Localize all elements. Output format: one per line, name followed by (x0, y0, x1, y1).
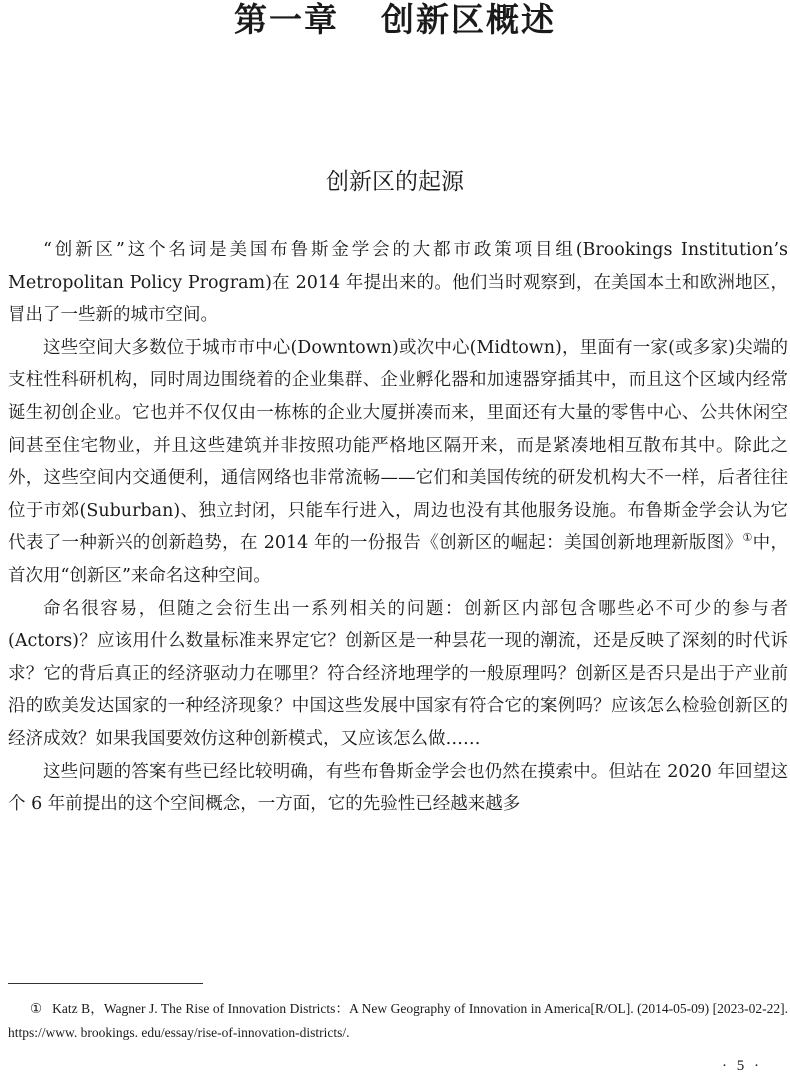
footnote (8, 997, 788, 1045)
paragraph-2-text-after-note: 中，首次用“创新区”来命名这种空间。 (8, 533, 789, 586)
chapter-title-text: 创新区概述 (381, 0, 556, 39)
chapter-number-label: 第一章 (234, 0, 339, 39)
footnote-mark: ① (30, 1001, 43, 1016)
chapter-title (0, 0, 790, 40)
footnote-text: Katz B，Wagner J. The Rise of Innovation Districts：A New Geography of Innovation in America[R/OL]. (2014-05-09) [2023-02-22]. https://www. brookings. edu/essay/rise-of-innovation-districts/. (8, 1001, 788, 1040)
paragraph-3: 命名很容易，但随之会衍生出一系列相关的问题：创新区内部包含哪些必不可少的参与者(Actors)？应该用什么数量标准来界定它？创新区是一种昙花一现的潮流，还是反映了深刻的时代诉求？它的背后真正的经济驱动力在哪里？符合经济地理学的一般原理吗？创新区是否只是出于产业前沿的欧美发达国家的一种经济现象？中国这些发展中国家有符合它的案例吗？应该怎么检验创新区的经济成效？如果我国要效仿这种创新模式，又应该怎么做…… (8, 598, 788, 749)
footnote-divider (8, 983, 203, 984)
page-number: · 5 · (722, 1058, 762, 1074)
body-text (8, 234, 788, 821)
paragraph-2 (8, 332, 788, 593)
paragraph-4: 这些问题的答案有些已经比较明确，有些布鲁斯金学会也仍然在摸索中。但站在 2020 年回望这个 6 年前提出的这个空间概念，一方面，它的先验性已经越来越多 (8, 761, 788, 815)
paragraph-2-text-before-note: 这些空间大多数位于城市市中心(Downtown)或次中心(Midtown)，里面有一家(或多家)尖端的支柱性科研机构，同时周边围绕着的企业集群、企业孵化器和加速器穿插其中，而且这个区域内经常诞生初创企业。它也并不仅仅由一栋栋的企业大厦拼凑而来，里面还有大量的零售中心、公共休闲空间甚至住宅物业，并且这些建筑并非按照功能严格地区隔开来，而是紧凑地相互散布其中。除此之外，这些空间内交通便利，通信网络也非常流畅——它们和美国传统的研发机构大不一样，后者往往位于市郊(Suburban)、独立封闭，只能车行进入，周边也没有其他服务设施。布鲁斯金学会认为它代表了一种新兴的创新趋势，在 2014 年的一份报告《创新区的崛起：美国创新地理新版图》 (8, 337, 788, 554)
footnote-reference-mark[interactable]: ① (742, 531, 753, 545)
section-title: 创新区的起源 (326, 169, 464, 195)
paragraph-1: “创新区”这个名词是美国布鲁斯金学会的大都市政策项目组(Brookings Institution’s Metropolitan Policy Program)在 2014 年提出来的。他们当时观察到，在美国本土和欧洲地区，冒出了一些新的城市空间。 (8, 240, 788, 326)
